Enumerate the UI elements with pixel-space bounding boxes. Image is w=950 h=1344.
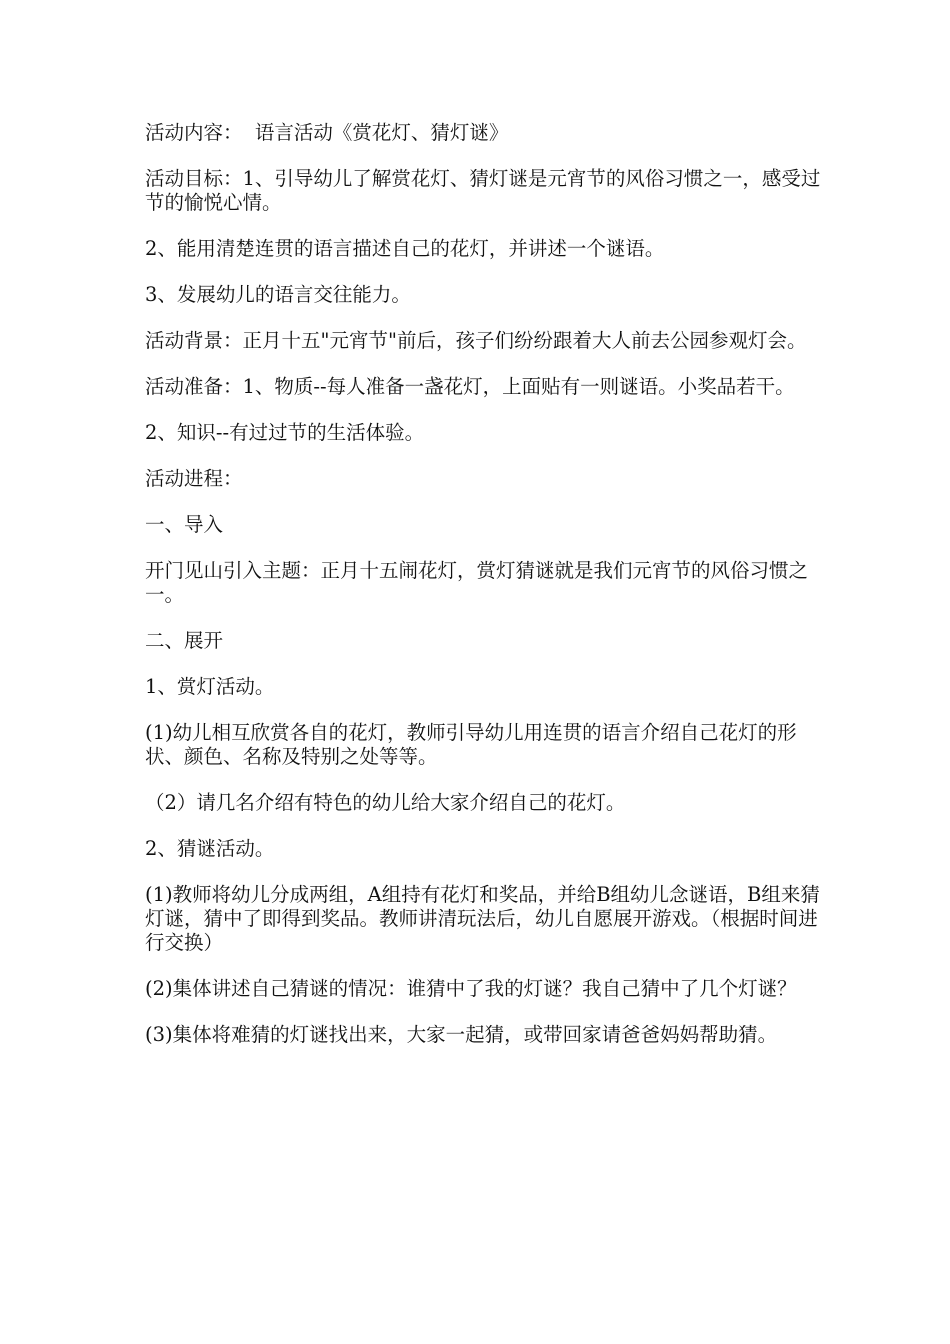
riddle-activity-step-1: (1)教师将幼儿分成两组，A组持有花灯和奖品，并给B组幼儿念谜语，B组来猜灯谜，猜中了即得到奖品。教师讲清玩法后，幼儿自愿展开游戏。（根据时间进行交换） (145, 883, 820, 954)
lantern-activity-step-1: (1)幼儿相互欣赏各自的花灯，教师引导幼儿用连贯的语言介绍自己花灯的形状、颜色、名称及特别之处等等。 (145, 721, 797, 768)
document-body (145, 121, 825, 1069)
section-introduction-heading: 一、导入 (145, 513, 224, 536)
activity-process-heading: 活动进程： (145, 467, 243, 490)
introduction-text: 开门见山引入主题：正月十五闹花灯，赏灯猜谜就是我们元宵节的风俗习惯之一。 (145, 559, 809, 606)
activity-goal-3: 3、发展幼儿的语言交往能力。 (145, 283, 411, 306)
activity-preparation-1: 活动准备：1、物质--每人准备一盏花灯，上面贴有一则谜语。小奖品若干。 (145, 375, 795, 398)
activity-preparation-2: 2、知识--有过过节的生活体验。 (145, 421, 425, 444)
lantern-activity-heading: 1、赏灯活动。 (145, 675, 275, 698)
activity-background: 活动背景：正月十五"元宵节"前后，孩子们纷纷跟着大人前去公园参观灯会。 (145, 329, 807, 352)
activity-goal-2: 2、能用清楚连贯的语言描述自己的花灯，并讲述一个谜语。 (145, 237, 665, 260)
riddle-activity-step-2: (2)集体讲述自己猜谜的情况：谁猜中了我的灯谜？我自己猜中了几个灯谜？ (145, 977, 797, 1000)
activity-goal-1: 活动目标：1、引导幼儿了解赏花灯、猜灯谜是元宵节的风俗习惯之一，感受过节的愉悦心情。 (145, 167, 821, 214)
riddle-activity-heading: 2、猜谜活动。 (145, 837, 275, 860)
activity-content-line: 活动内容： 语言活动《赏花灯、猜灯谜》 (145, 121, 509, 144)
riddle-activity-step-3: (3)集体将难猜的灯谜找出来，大家一起猜，或带回家请爸爸妈妈帮助猜。 (145, 1023, 778, 1046)
section-development-heading: 二、展开 (145, 629, 224, 652)
lantern-activity-step-2: （2）请几名介绍有特色的幼儿给大家介绍自己的花灯。 (145, 791, 626, 814)
